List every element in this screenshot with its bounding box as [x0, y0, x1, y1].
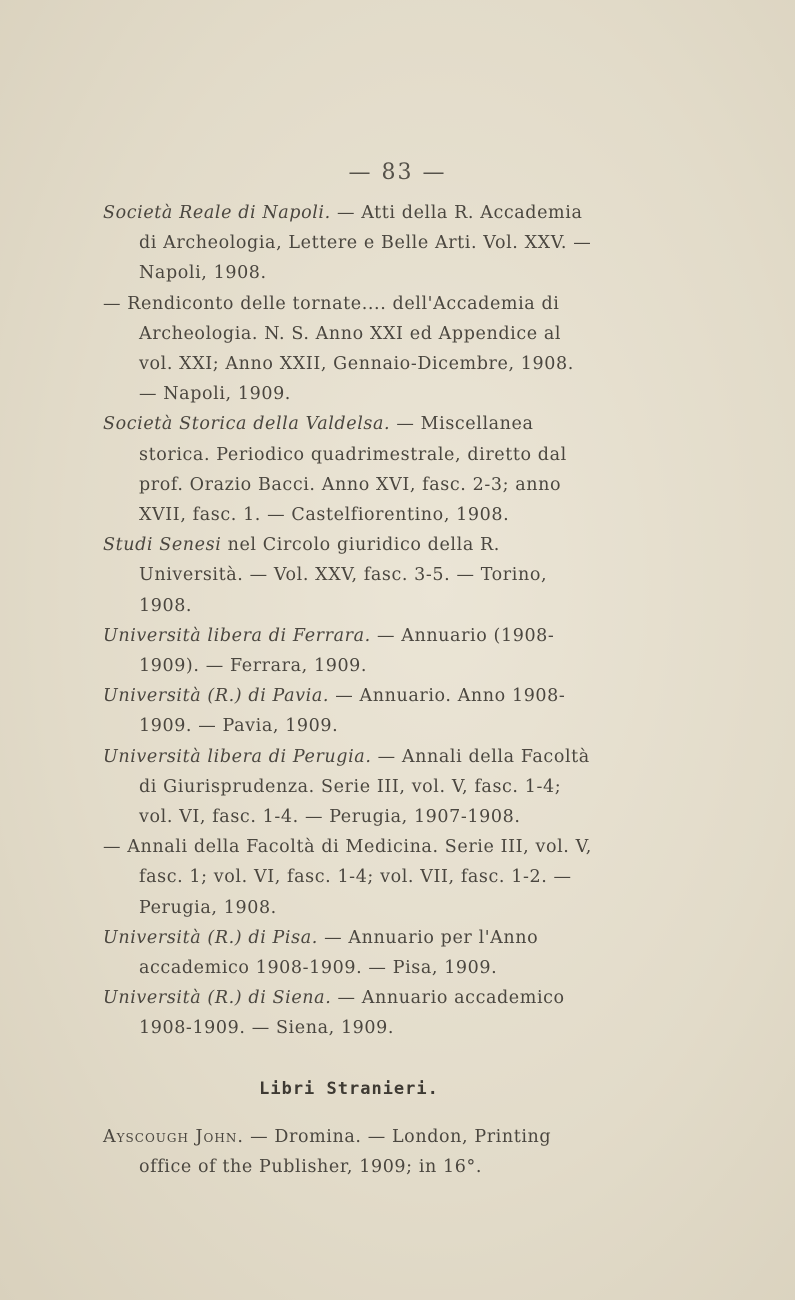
page-number: — 83 —: [348, 160, 447, 185]
entry-text: — Annali della Facoltà di Giurisprudenza. Serie III, vol. V, fasc. 1-4; vol. VI, fasc. 1-4. — Perugia, 1907-1908.: [139, 746, 590, 828]
entry-text: — Atti della R. Accademia di Archeologia, Lettere e Belle Arti. Vol. XXV. — Napoli, 1908.: [139, 203, 592, 284]
entry-siena: [103, 983, 595, 1043]
entry-italic: Società Storica della Valdelsa.: [103, 414, 391, 435]
entry-perugia-giurisprudenza: [103, 742, 595, 833]
entry-italic: Università libera di Ferrara.: [103, 625, 371, 646]
section-title: Libri Stranieri.: [259, 1078, 439, 1099]
entry-text: — Dromina. — London, Printing office of the Publisher, 1909; in 16°.: [139, 1126, 552, 1178]
entry-author: Ayscough John.: [103, 1126, 244, 1147]
entry-text: — Miscellanea storica. Periodico quadrimestrale, diretto dal prof. Orazio Bacci. Anno XVI, fasc. 2-3; anno XVII, fasc. 1. — Castelfiorentino, 1908.: [139, 414, 567, 526]
entry-rendiconto: [103, 289, 595, 410]
entry-ferrara: [103, 621, 595, 681]
entry-text: — Annuario accademico 1908-1909. — Siena, 1909.: [139, 988, 565, 1039]
entry-text: — Annuario per l'Anno accademico 1908-1909. — Pisa, 1909.: [139, 927, 539, 979]
entry-perugia-medicina: [103, 832, 595, 923]
entry-italic: Studi Senesi: [103, 535, 222, 556]
entry-text: — Rendiconto delle tornate.... dell'Accademia di Archeologia. N. S. Anno XXI ed Appendice al vol. XXI; Anno XXII, Gennaio-Dicembre, 1908. — Napoli, 1909.: [103, 293, 574, 405]
entry-italic: Università (R.) di Pisa.: [103, 927, 318, 948]
entry-text: — Annuario (1908-1909). — Ferrara, 1909.: [139, 625, 555, 677]
entry-ayscough: [103, 1122, 595, 1182]
entry-italic: Università libera di Perugia.: [103, 746, 372, 767]
entry-italic: Società Reale di Napoli.: [103, 203, 331, 223]
entry-italic: Università (R.) di Pavia.: [103, 686, 330, 707]
entry-valdelsa: [103, 409, 595, 530]
entry-text: — Annuario. Anno 1908-1909. — Pavia, 1909.: [139, 686, 566, 737]
entry-text: — Annali della Facoltà di Medicina. Serie III, vol. V, fasc. 1; vol. VI, fasc. 1-4; vol. VII, fasc. 1-2. — Perugia, 1908.: [103, 837, 592, 918]
entry-pavia: [103, 681, 595, 741]
entry-italic: Università (R.) di Siena.: [103, 988, 332, 1009]
bibliography-list: [103, 198, 595, 1182]
entry-studi-senesi: [103, 530, 595, 621]
entry-text: nel Circolo giuridico della R. Università. — Vol. XXV, fasc. 3-5. — Torino, 1908.: [139, 535, 548, 616]
entry-pisa: [103, 923, 595, 983]
entry-societa-reale-napoli: [103, 198, 595, 289]
